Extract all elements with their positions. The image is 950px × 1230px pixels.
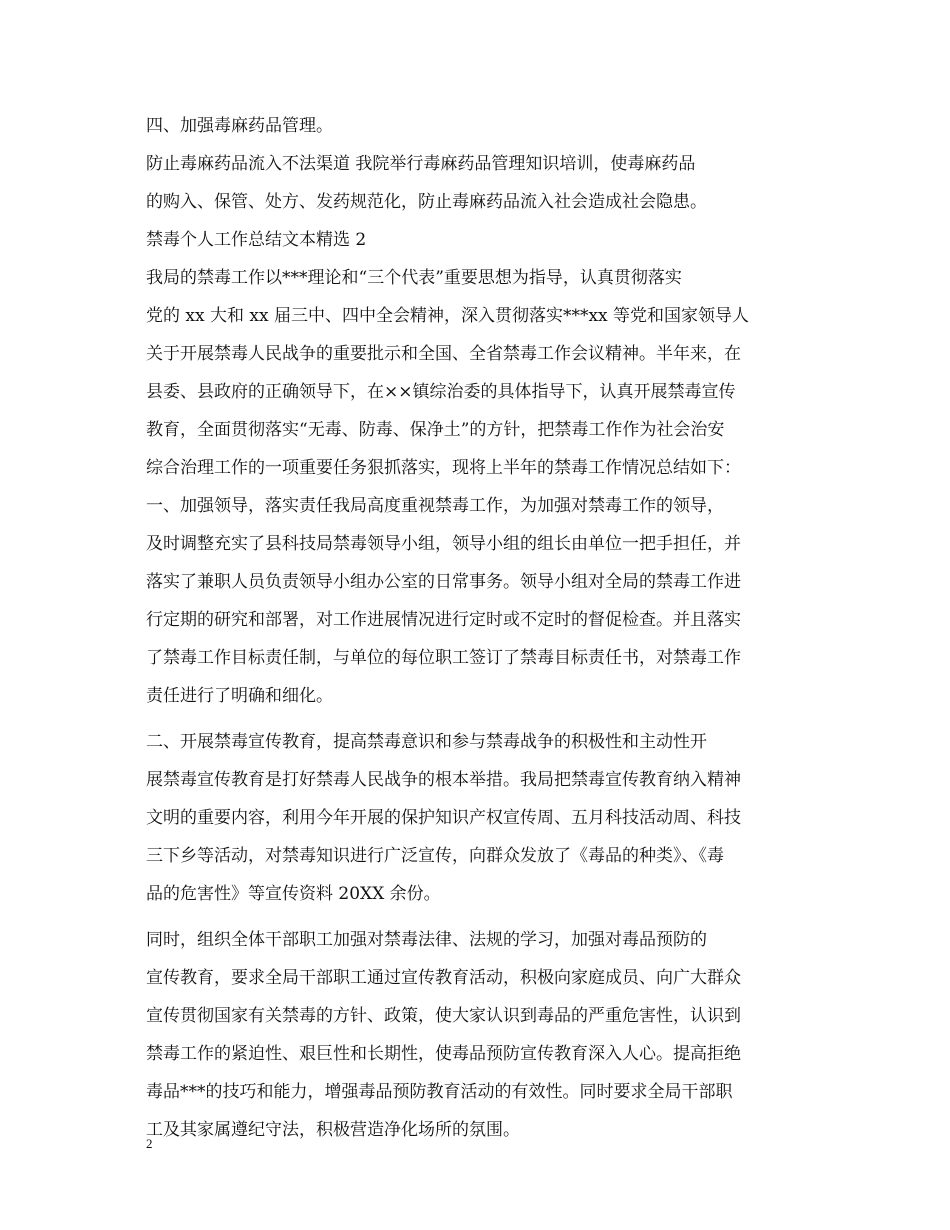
text-line: 行定期的研究和部署，对工作进展情况进行定时或不定时的督促检查。并且落实 [146, 610, 741, 630]
text-line: 责任进行了明确和细化。 [146, 686, 333, 706]
text-line: 文明的重要内容，利用今年开展的保护知识产权宣传周、五月科技活动周、科技 [146, 808, 741, 828]
text-line: 同时，组织全体干部职工加强对禁毒法律、法规的学习，加强对毒品预防的 [146, 930, 707, 950]
text-line: 一、加强领导，落实责任我局高度重视禁毒工作，为加强对禁毒工作的领导， [146, 496, 724, 516]
text-line: 宣传教育，要求全局干部职工通过宣传教育活动，积极向家庭成员、向广大群众 [146, 968, 741, 988]
text-line: 毒品***的技巧和能力，增强毒品预防教育活动的有效性。同时要求全局干部职 [146, 1082, 733, 1102]
text-line: 教育，全面贯彻落实“无毒、防毒、保净土”的方针，把禁毒工作作为社会治安 [146, 420, 725, 440]
text-line: 综合治理工作的一项重要任务狠抓落实，现将上半年的禁毒工作情况总结如下： [146, 458, 741, 478]
text-line: 展禁毒宣传教育是打好禁毒人民战争的根本举措。我局把禁毒宣传教育纳入精神 [146, 770, 741, 790]
text-line: 我局的禁毒工作以***理论和“三个代表”重要思想为指导，认真贯彻落实 [146, 268, 682, 288]
text-line: 四、加强毒麻药品管理。 [146, 116, 333, 136]
text-line: 关于开展禁毒人民战争的重要批示和全国、全省禁毒工作会议精神。半年来，在 [146, 344, 741, 364]
section-heading: 禁毒个人工作总结文本精选 2 [146, 230, 367, 250]
text-line: 党的 xx 大和 xx 届三中、四中全会精神，深入贯彻落实***xx 等党和国家领导人 [146, 306, 750, 326]
text-line: 落实了兼职人员负责领导小组办公室的日常事务。领导小组对全局的禁毒工作进 [146, 572, 741, 592]
text-line: 的购入、保管、处方、发药规范化，防止毒麻药品流入社会造成社会隐患。 [146, 192, 707, 212]
text-line: 及时调整充实了县科技局禁毒领导小组，领导小组的组长由单位一把手担任，并 [146, 534, 741, 554]
text-line: 宣传贯彻国家有关禁毒的方针、政策，使大家认识到毒品的严重危害性，认识到 [146, 1006, 741, 1026]
text-line: 品的危害性》等宣传资料 20XX 余份。 [146, 884, 441, 904]
text-line: 二、开展禁毒宣传教育，提高禁毒意识和参与禁毒战争的积极性和主动性开 [146, 732, 707, 752]
text-line: 防止毒麻药品流入不法渠道 我院举行毒麻药品管理知识培训，使毒麻药品 [146, 154, 696, 174]
text-line: 了禁毒工作目标责任制，与单位的每位职工签订了禁毒目标责任书，对禁毒工作 [146, 648, 741, 668]
page-number: 2 [146, 1136, 153, 1151]
text-line: 县委、县政府的正确领导下，在××镇综治委的具体指导下，认真开展禁毒宣传 [146, 382, 736, 402]
text-line: 三下乡等活动，对禁毒知识进行广泛宣传，向群众发放了《毒品的种类》、《毒 [146, 846, 724, 866]
text-line: 禁毒工作的紧迫性、艰巨性和长期性，使毒品预防宣传教育深入人心。提高拒绝 [146, 1044, 741, 1064]
text-line: 工及其家属遵纪守法，积极营造净化场所的氛围。 [146, 1120, 520, 1140]
